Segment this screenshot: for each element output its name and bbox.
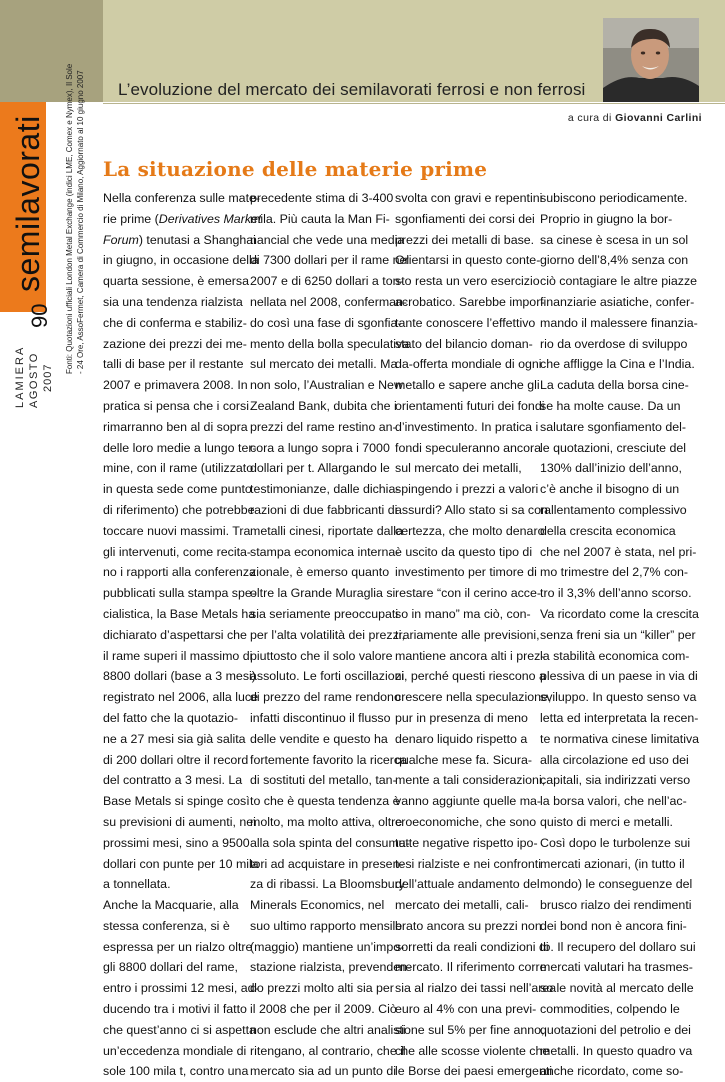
text-line: prezzi del rame restino an- (250, 419, 397, 434)
text-line: stampa economica interna- (250, 544, 400, 559)
text-line: nancial che vede una media (250, 232, 405, 247)
text-line: di 200 dollari oltre il record (103, 752, 249, 767)
text-line: mondo) le conseguenze del (540, 877, 693, 892)
text-line: commodities, colpendo le (540, 1002, 680, 1017)
text-line: tori ad acquistare in presen- (250, 856, 404, 871)
text-line: letta ed interpretata la recen- (540, 710, 699, 725)
text-line: euro al 4% con una previ- (395, 1002, 537, 1017)
article-title: La situazione delle materie prime (103, 157, 488, 181)
magazine-name: LAMIERA (14, 345, 26, 408)
text-line: gli intervenuti, come recita- (103, 544, 252, 559)
text-line: 2007 e di 6250 dollari a ton- (250, 274, 404, 289)
text-line: piuttosto che il solo valore (250, 648, 393, 663)
text-line: do prezzi molto alti sia per (250, 981, 394, 996)
text-line: croeconomiche, che sono (395, 814, 537, 829)
text-line: qualche mese fa. Sicura- (395, 752, 533, 767)
text-line: nellata nel 2008, conferman- (250, 294, 408, 309)
text-line: prossimi mesi, sino a 9500 (103, 835, 250, 850)
text-line: quisto di merci e metalli. (540, 814, 673, 829)
text-line: cora a lungo sopra i 7000 (250, 440, 390, 455)
text-line: zi, perché questi riescono a (395, 669, 546, 684)
text-line: di sostituti del metallo, tan- (250, 773, 397, 788)
text-line: il rame superi il massimo di (103, 648, 253, 663)
text-line: sia seriamente preoccupati (250, 606, 399, 621)
text-line: il 2008 che per il 2009. Ciò (250, 1002, 397, 1017)
text-line: metalli. In questo quadro va (540, 1043, 693, 1058)
text-line: anche ricordato, come so- (540, 1064, 684, 1079)
text-line: ducendo tra i motivi il fatto (103, 1002, 247, 1017)
text-line: mercato sia ad un punto di (250, 1064, 397, 1079)
page-number: 90 (27, 303, 52, 328)
text-line: pubblicati sulla stampa spe- (103, 586, 256, 601)
text-line: d’investimento. In pratica i (395, 419, 539, 434)
text-line: 2007 e primavera 2008. In (103, 378, 248, 393)
text-line: toccare nuovi massimi. Tra (103, 523, 251, 538)
text-line: spingendo i prezzi a valori (395, 482, 539, 497)
text-line: del fatto che la quotazio- (103, 710, 239, 725)
text-line: mento della bolla speculativa (250, 336, 410, 351)
text-line: rie prime (Derivatives Market (103, 211, 262, 226)
text-line: sia al rialzo dei tassi nell’area (395, 981, 557, 996)
text-line: no i rapporti alla conferenza (103, 565, 256, 580)
text-line: per l’alta volatilità dei prezzi, (250, 627, 405, 642)
text-line: che nel 2007 è stata, nel pri- (540, 544, 697, 559)
text-line: brusco rialzo dei rendimenti (540, 898, 692, 913)
text-line: sia una tendenza rialzista (103, 294, 243, 309)
text-line: sa cinese è scesa in un sol (540, 232, 689, 247)
text-line: cialistica, la Base Metals ha (103, 606, 256, 621)
text-line: rimarranno ben al di sopra (103, 419, 248, 434)
text-line: infatti discontinuo il flusso (250, 710, 391, 725)
text-line: svolta con gravi e repentini (395, 191, 543, 205)
sources-line-1: Fonti: Quotazioni ufficiali London Metal Exchange (indici LME, Comex e Nymex), Il Sole (65, 63, 74, 374)
text-line: crescere nella speculazione, (395, 690, 552, 705)
text-line: acrobatico. Sarebbe impor- (395, 294, 545, 309)
text-line: to. Il recupero del dollaro sui (540, 939, 696, 954)
corner-block (0, 0, 103, 102)
text-line: trariamente alle previsioni, (395, 627, 540, 642)
text-line: ritengano, al contrario, che il (250, 1043, 406, 1058)
text-line: brato ancora su prezzi non (395, 918, 542, 933)
text-line: senza freni sia un “killer” per (540, 627, 696, 642)
text-line: suo ultimo rapporto mensile (250, 918, 403, 933)
issue-month: AGOSTO (28, 352, 40, 408)
text-line: to che è questa tendenza è (250, 794, 400, 809)
text-line: mantiene ancora alti i prez- (395, 648, 545, 663)
text-line: finanziarie asiatiche, confer- (540, 294, 695, 309)
text-line: za di ribassi. La Bloomsbury (250, 877, 405, 892)
text-line: dichiarato d’aspettarsi che (103, 627, 247, 642)
text-line: non esclude che altri analisti (250, 1022, 406, 1037)
text-line: gli 8800 dollari del rame, (103, 960, 238, 975)
text-line: Minerals Economics, nel (250, 898, 385, 913)
text-line: mila. Più cauta la Man Fi- (250, 211, 390, 226)
text-line: Nella conferenza sulle mate- (103, 191, 261, 205)
header-divider (103, 103, 725, 104)
text-line: assoluto. Le forti oscillazioni (250, 669, 405, 684)
text-line: stessa conferenza, si è (103, 918, 230, 933)
text-line: espressa per un rialzo oltre (103, 939, 253, 954)
text-line: sto resta un vero esercizio (395, 274, 540, 289)
text-line: rallentamento complessivo (540, 502, 687, 517)
text-line: che affligge la Cina e l’India. (540, 357, 695, 372)
text-line: mando il malessere finanzia- (540, 315, 698, 330)
text-line: le quotazioni, cresciute del (540, 440, 687, 455)
text-line: sul mercato dei metalli, (395, 461, 522, 476)
text-line: sole 100 mila t, contro una (103, 1064, 249, 1079)
text-line: che quest’anno ci si aspetta (103, 1022, 256, 1037)
text-line: alla sola spinta del consuma- (250, 835, 410, 850)
author-name: Giovanni Carlini (615, 112, 702, 124)
text-line: salutare sgonfiamento del- (540, 419, 687, 434)
text-line: Zealand Bank, dubita che i (250, 398, 397, 413)
text-line: orientamenti futuri dei fondi (395, 398, 545, 413)
text-line: della crescita economica (540, 523, 676, 538)
text-line: rio da overdose di sviluppo (540, 336, 688, 351)
text-line: dei bond non è ancora fini- (540, 918, 687, 933)
text-line: dollari con punte per 10 mila (103, 856, 259, 871)
text-line: a tonnellata. (103, 877, 171, 892)
text-line: dell’attuale andamento del (395, 877, 540, 892)
text-line: certezza, che molto denaro (395, 523, 545, 538)
text-line: Anche la Macquarie, alla (103, 898, 239, 913)
text-line: mercati azionari, (in tutto il (540, 856, 685, 871)
text-line: delle loro medie a lungo ter- (103, 440, 257, 455)
text-line: talli di base per il restante (103, 357, 244, 372)
text-line: giorno dell’8,4% senza con (540, 253, 689, 268)
text-line: 8800 dollari (base a 3 mesi) (103, 669, 256, 684)
text-line: mercato dei metalli, cali- (395, 898, 529, 913)
text-line: la stabilità economica com- (540, 648, 690, 663)
text-line: mercato. Il riferimento corre (395, 960, 547, 975)
text-line: Va ricordato come la crescita (540, 606, 699, 621)
text-line: fondi speculeranno ancora (395, 440, 542, 455)
text-line: precedente stima di 3-400 (250, 191, 394, 205)
text-line: che di conferma e stabiliz- (103, 315, 247, 330)
text-line: sviluppo. In questo senso va (540, 690, 697, 705)
text-line: tutte negative rispetto ipo- (395, 835, 538, 850)
text-line: zazione dei prezzi dei me- (103, 336, 247, 351)
text-line: Base Metals si spinge così (103, 794, 250, 809)
text-line: alla circolazione ed uso dei (540, 752, 689, 767)
text-line: stato del bilancio doman- (395, 336, 533, 351)
text-line: sione sul 5% per fine anno, (395, 1022, 545, 1037)
text-line: mine, con il rame (utilizzato (103, 461, 254, 476)
text-line: la borsa valori, che nell’ac- (540, 794, 687, 809)
article-column-1 (103, 188, 262, 1082)
text-line: le Borse dei paesi emergenti (395, 1064, 553, 1079)
text-line: in giugno, in occasione della (103, 253, 259, 268)
text-line: te normativa cinese limitativa (540, 731, 700, 746)
text-line: su previsioni di aumenti, nei (103, 814, 256, 829)
text-line: sgonfiamenti dei corsi dei (395, 211, 535, 226)
text-line: do così una fase di sgonfia- (250, 315, 402, 330)
text-line: Così dopo le turbolenze sui (540, 835, 691, 850)
section-label: semilavorati (10, 115, 46, 292)
text-line: metalli cinesi, riportate dalla (250, 523, 403, 538)
text-line: mo trimestre del 2,7% con- (540, 565, 689, 580)
text-line: investimento per timore di (395, 565, 537, 580)
article-column-4 (540, 188, 700, 1082)
text-line: tesi rialziste e nei confronti (395, 856, 542, 871)
text-line: so in mano” ma ciò, con- (395, 606, 531, 621)
italic-term: Forum (103, 232, 139, 247)
text-line: denaro liquido rispetto a (395, 731, 528, 746)
text-line: 130% dall’inizio dell’anno, (540, 461, 682, 476)
text-line: subiscono periodicamente. (540, 191, 688, 205)
article-column-3 (395, 188, 557, 1082)
text-line: delle vendite e questo ha (250, 731, 388, 746)
text-line: stazione rialzista, prevenden- (250, 960, 412, 975)
author-prefix: a cura di (567, 112, 612, 124)
text-line: registrato nel 2006, alla luce (103, 690, 258, 705)
text-line: Forum) tenutasi a Shanghai (103, 232, 256, 247)
text-line: di riferimento) che potrebbe (103, 502, 255, 517)
text-line: del contratto a 3 mesi. La (103, 773, 243, 788)
author-credit (568, 112, 702, 124)
text-line: fortemente favorito la ricerca (250, 752, 408, 767)
text-line: capitali, sia indirizzati verso (540, 773, 691, 788)
author-photo (603, 18, 699, 102)
text-line: Proprio in giugno la bor- (540, 211, 673, 226)
text-line: plessiva di un paese in via di (540, 669, 698, 684)
text-line: di prezzo del rame rendono (250, 690, 401, 705)
text-line: di 7300 dollari per il rame nel (250, 253, 410, 268)
text-line: tante conoscere l’effettivo (395, 315, 536, 330)
text-line: mente a tali considerazioni, (395, 773, 546, 788)
header-title: L’evoluzione del mercato dei semilavorati ferrosi e non ferrosi (118, 80, 586, 99)
text-line: un’eccedenza mondiale di (103, 1043, 247, 1058)
text-line: in questa sede come punto (103, 482, 252, 497)
text-line: tro il 3,3% dell’anno scorso. (540, 586, 692, 601)
text-line: oltre la Grande Muraglia si (250, 586, 396, 601)
text-line: La caduta della borsa cine- (540, 378, 689, 393)
text-line: molto, ma molto attiva, oltre (250, 814, 403, 829)
text-line: mercati valutari ha trasmes- (540, 960, 693, 975)
text-line: assurdi? Allo stato si sa con (395, 502, 548, 517)
text-line: ciò contagiare le altre piazze (540, 274, 698, 289)
text-line: quotazioni del petrolio e dei (540, 1022, 691, 1037)
text-line: so le novità al mercato delle (540, 981, 694, 996)
text-line: zionale, è emerso quanto (250, 565, 390, 580)
text-line: Orientarsi in questo conte- (395, 253, 541, 268)
text-line: pur in presenza di meno (395, 710, 528, 725)
text-line: restare “con il cerino acce- (395, 586, 541, 601)
text-line: se ha molte cause. Da un (540, 398, 681, 413)
text-line: c’è anche il bisogno di un (540, 482, 680, 497)
sources-line-2: - 24 Ore, AssoFermet, Camera di Commercio di Milano, Aggiornato al 10 giugno 2007 (76, 70, 85, 374)
article-column-2 (250, 188, 412, 1082)
text-line: dollari per t. Allargando le (250, 461, 390, 476)
text-line: testimonianze, dalle dichia- (250, 482, 400, 497)
text-line: razioni di due fabbricanti di (250, 502, 398, 517)
text-line: che alle scosse violente che (395, 1043, 550, 1058)
text-line: metallo e sapere anche gli (395, 378, 540, 393)
text-line: non solo, l’Australian e New (250, 378, 403, 393)
text-line: pratica si pensa che i corsi (103, 398, 250, 413)
text-line: vanno aggiunte quelle ma- (395, 794, 542, 809)
text-line: sul mercato dei metalli. Ma (250, 357, 398, 372)
text-line: (maggio) mantiene un’impo- (250, 939, 405, 954)
text-line: da-offerta mondiale di ogni (395, 357, 542, 372)
italic-term: Derivatives Market (158, 211, 262, 226)
issue-year: 2007 (42, 363, 54, 392)
text-line: sorretti da reali condizioni di (395, 939, 549, 954)
text-line: ne a 27 mesi sia già salita (103, 731, 246, 746)
text-line: prezzi dei metalli di base. (395, 232, 535, 247)
text-line: quarta sessione, è emersa (103, 274, 250, 289)
text-line: è uscito da questo tipo di (395, 544, 533, 559)
text-line: entro i prossimi 12 mesi, ad- (103, 981, 259, 996)
